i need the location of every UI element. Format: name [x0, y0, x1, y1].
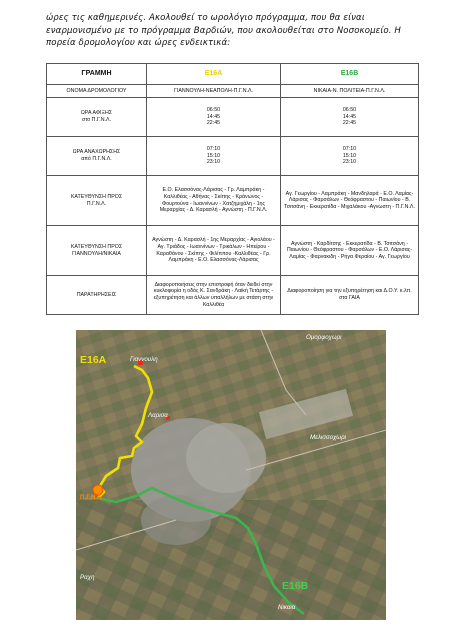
cell-e16b: Αγνώστη - Καρδίτσης - Εκκερατίδα - Β. Τσιτσάνη - Παιωνίου - Θεόφραστου - Φαρσάλων - Ε.Ο. Λάρισας-Λαμίας - Φαρνακιδη - Ρήγα Φεραίου - Αγ. Γεωργίου [281, 226, 419, 276]
route-label-e16a: E16A [80, 354, 107, 366]
table-row-route-name [47, 85, 419, 98]
place-label-larisa: Λαρισα [148, 412, 168, 419]
row-label: ΩΡΑ ΑΝΑΧΩΡΗΣΗΣ από Π.Γ.Ν.Λ. [47, 137, 147, 176]
row-label: ΚΑΤΕΥΘΥΝΣΗ ΠΡΟΣ Π.Γ.Ν.Λ. [47, 176, 147, 226]
header-line-label: ΓΡΑΜΜΗ [47, 64, 147, 85]
cell-e16a: Αγνώστη - Δ. Καρασλή - 1ης Μεραρχίας - Αγιολάου - Αγ. Τριάδος - Ιωαννίνων - Τρικάλων - Ηπείρου - Καραθάνου - Σκίπης - Φιλίππου -Καλλιθέας - Γρ. Λαμπράκη - Ε.Ο. Ελασσόνας-Λάρισας [147, 226, 281, 276]
place-label-rachi: Ραχη [80, 574, 95, 581]
cell-e16a: Διαφοροποιήσεις στην επιστροφή όταν διεθεί στην κυκλοφορία η οδός Κ. Σανδράκη - Λαϊκή Τετάρτης - εξυπηρέτηση και άλλων υπαλλήλων με στάση στην Καλλιθέα [147, 276, 281, 315]
header-e16b: Ε16Β [281, 64, 419, 85]
table-row-departure [47, 137, 419, 176]
cell-e16a: Ε.Ο. Ελασσόνας-Λάρισας - Γρ. Λαμπράκη - Καλλιθέας - Αθήνας - Σκίπης - Κράνωνος - Φουρτούνα - Ιωαννίνων - Χατζημιχάλη - 1ης Μεραρχίας - Δ. Καρασλή - Αγνώστη - Π.Γ.Ν.Λ. [147, 176, 281, 226]
satellite-map-image [76, 330, 386, 620]
place-label-nikaia: Νικαια [278, 604, 296, 611]
row-label: ΟΝΟΜΑ ΔΡΟΜΟΛΟΓΙΟΥ [47, 85, 147, 98]
cell-e16a: 06:50 14:45 22:45 [147, 98, 281, 137]
place-label-hospital: Π.Γ.Ν.Λ. [80, 494, 103, 501]
place-label-giannouli: Γιαννουλη [130, 356, 158, 363]
place-label-omorfochori: Ομορφοχωρι [306, 334, 342, 341]
table-row-to-hospital [47, 176, 419, 226]
intro-paragraph: ώρες τις καθημερινές. Ακολουθεί το ωρολόγιο πρόγραμμα, που θα είναι εναρμονισμένο με το πρόγραμμα Βαρδιών, που ακολουθείται στο Νοσοκομείο. Η πορεία δρομολογίου και ώρες ενδεικτικά: [46, 13, 401, 48]
cell-e16a: ΓΙΑΝΝΟΥΛΗ-ΝΕΑΠΟΛΗ-Π.Γ.Ν.Λ. [147, 85, 281, 98]
cell-e16b: Διαφοροποίηση για την εξυπηρέτηση και Δ.Ο.Υ. κ.λπ. στα ΓΑΙΑ [281, 276, 419, 315]
cell-e16b: ΝΙΚΑΙΑ-Ν. ΠΟΛΙΤΕΙΑ-Π.Γ.Ν.Λ. [281, 85, 419, 98]
route-schedule-table [46, 63, 419, 315]
table-row-from-hospital [47, 226, 419, 276]
route-map [76, 330, 386, 620]
route-label-e16b: E16B [282, 580, 309, 592]
table-row-arrival [47, 98, 419, 137]
cell-e16b: 07:10 15:10 23:10 [281, 137, 419, 176]
row-label: ΩΡΑ ΑΦΙΞΗΣ στο Π.Γ.Ν.Λ. [47, 98, 147, 137]
row-label: ΚΑΤΕΥΘΥΝΣΗ ΠΡΟΣ ΓΙΑΝΝΟΥΛΗ/ΝΙΚΑΙΑ [47, 226, 147, 276]
table-row-notes [47, 276, 419, 315]
cell-e16a: 07:10 15:10 23:10 [147, 137, 281, 176]
cell-e16b: Αγ. Γεωργίου - Λαμπράκη - Μανδηλαρά - Ε.Ο. Λαμίας-Λάρισας - Φαρσάλων - Θεόφραστου - Παιωνίου - Β. Τσιτσάνη - Εκκερατίδα - Μιχαλάκου -Αγνωστη - Π.Γ.Ν.Λ. [281, 176, 419, 226]
row-label: ΠΑΡΑΤΗΡΗΣΕΙΣ [47, 276, 147, 315]
header-e16a: Ε16Α [147, 64, 281, 85]
cell-e16b: 06:50 14:45 22:45 [281, 98, 419, 137]
table-header-row [47, 64, 419, 85]
place-label-melissochori: Μελισσοχωρι [310, 434, 347, 441]
